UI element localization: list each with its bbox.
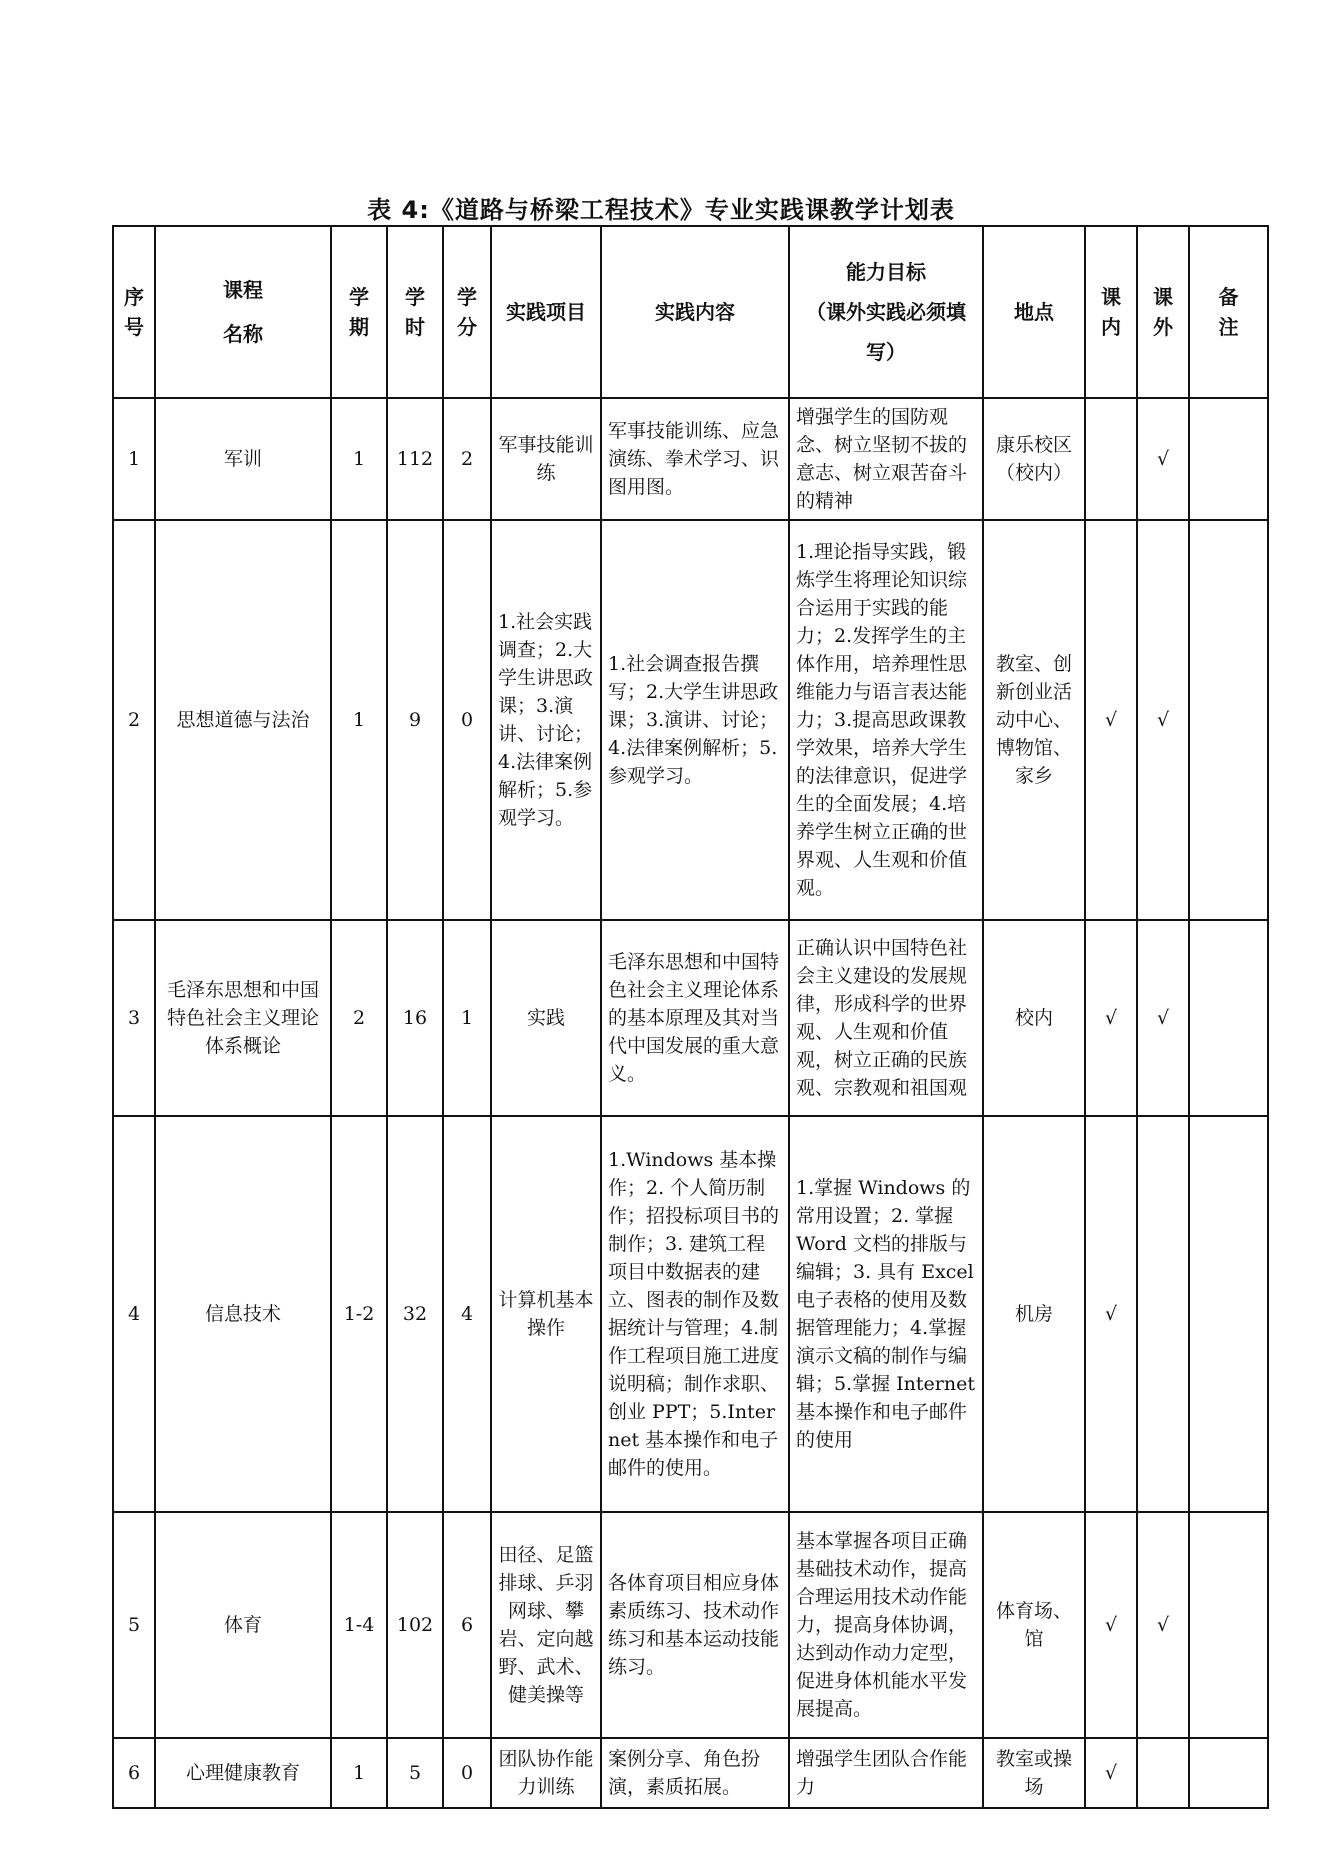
cell-seq: 5 xyxy=(113,1512,155,1738)
cell-course: 毛泽东思想和中国特色社会主义理论体系概论 xyxy=(155,920,331,1116)
cell-goal: 增强学生团队合作能力 xyxy=(789,1738,983,1808)
cell-in-class: √ xyxy=(1085,1116,1137,1512)
cell-course: 体育 xyxy=(155,1512,331,1738)
header-place: 地点 xyxy=(983,226,1085,398)
cell-place: 体育场、馆 xyxy=(983,1512,1085,1738)
header-project: 实践项目 xyxy=(491,226,601,398)
cell-credits: 1 xyxy=(443,920,491,1116)
cell-place: 校内 xyxy=(983,920,1085,1116)
cell-project: 实践 xyxy=(491,920,601,1116)
cell-content: 案例分享、角色扮演，素质拓展。 xyxy=(601,1738,789,1808)
cell-seq: 3 xyxy=(113,920,155,1116)
cell-semester: 1 xyxy=(331,520,387,920)
cell-semester: 1 xyxy=(331,1738,387,1808)
cell-note xyxy=(1189,1512,1268,1738)
table-row xyxy=(113,920,1268,1116)
cell-note xyxy=(1189,1738,1268,1808)
cell-goal: 1.理论指导实践，锻炼学生将理论知识综合运用于实践的能力；2.发挥学生的主体作用，培养理性思维能力与语言表达能力；3.提高思政课教学效果，培养大学生的法律意识，促进学生的全面发展；4.培养学生树立正确的世界观、人生观和价值观。 xyxy=(789,520,983,920)
cell-seq: 1 xyxy=(113,398,155,520)
cell-goal: 增强学生的国防观念、树立坚韧不拔的意志、树立艰苦奋斗的精神 xyxy=(789,398,983,520)
cell-content: 各体育项目相应身体素质练习、技术动作练习和基本运动技能练习。 xyxy=(601,1512,789,1738)
cell-hours: 5 xyxy=(387,1738,443,1808)
cell-hours: 112 xyxy=(387,398,443,520)
cell-in-class: √ xyxy=(1085,1512,1137,1738)
cell-hours: 102 xyxy=(387,1512,443,1738)
cell-semester: 2 xyxy=(331,920,387,1116)
cell-credits: 0 xyxy=(443,520,491,920)
cell-hours: 9 xyxy=(387,520,443,920)
cell-content: 军事技能训练、应急演练、拳术学习、识图用图。 xyxy=(601,398,789,520)
cell-place: 康乐校区（校内） xyxy=(983,398,1085,520)
cell-out-class xyxy=(1137,1738,1189,1808)
cell-goal: 正确认识中国特色社会主义建设的发展规律，形成科学的世界观、人生观和价值观，树立正确的民族观、宗教观和祖国观 xyxy=(789,920,983,1116)
header-content: 实践内容 xyxy=(601,226,789,398)
cell-note xyxy=(1189,1116,1268,1512)
cell-out-class xyxy=(1137,1116,1189,1512)
cell-hours: 32 xyxy=(387,1116,443,1512)
cell-content: 1.Windows 基本操作；2. 个人简历制作；招投标项目书的制作；3. 建筑工程项目中数据表的建立、图表的制作及数据统计与管理；4.制作工程项目施工进度说明稿；制作求职、创业 PPT；5.Internet 基本操作和电子邮件的使用。 xyxy=(601,1116,789,1512)
cell-course: 思想道德与法治 xyxy=(155,520,331,920)
cell-hours: 16 xyxy=(387,920,443,1116)
header-semester: 学 期 xyxy=(331,226,387,398)
cell-note xyxy=(1189,520,1268,920)
cell-course: 信息技术 xyxy=(155,1116,331,1512)
cell-credits: 6 xyxy=(443,1512,491,1738)
cell-out-class: √ xyxy=(1137,920,1189,1116)
header-row xyxy=(113,226,1268,398)
cell-credits: 0 xyxy=(443,1738,491,1808)
cell-out-class: √ xyxy=(1137,1512,1189,1738)
cell-credits: 4 xyxy=(443,1116,491,1512)
cell-out-class: √ xyxy=(1137,398,1189,520)
header-note: 备 注 xyxy=(1189,226,1268,398)
header-out-class: 课 外 xyxy=(1137,226,1189,398)
header-goal: 能力目标 （课外实践必须填 写） xyxy=(789,226,983,398)
cell-semester: 1-2 xyxy=(331,1116,387,1512)
cell-in-class: √ xyxy=(1085,1738,1137,1808)
cell-note xyxy=(1189,920,1268,1116)
cell-goal: 1.掌握 Windows 的常用设置；2. 掌握 Word 文档的排版与编辑；3. 具有 Excel 电子表格的使用及数据管理能力；4.掌握演示文稿的制作与编辑；5.掌握 Internet 基本操作和电子邮件的使用 xyxy=(789,1116,983,1512)
cell-seq: 6 xyxy=(113,1738,155,1808)
table-row xyxy=(113,398,1268,520)
cell-place: 机房 xyxy=(983,1116,1085,1512)
cell-in-class xyxy=(1085,398,1137,520)
cell-course: 心理健康教育 xyxy=(155,1738,331,1808)
practice-plan-table xyxy=(112,225,1269,1809)
cell-project: 团队协作能力训练 xyxy=(491,1738,601,1808)
cell-project: 田径、足篮排球、乒羽网球、攀岩、定向越野、武术、健美操等 xyxy=(491,1512,601,1738)
header-in-class: 课 内 xyxy=(1085,226,1137,398)
cell-project: 计算机基本操作 xyxy=(491,1116,601,1512)
cell-course: 军训 xyxy=(155,398,331,520)
cell-semester: 1 xyxy=(331,398,387,520)
cell-in-class: √ xyxy=(1085,920,1137,1116)
cell-content: 1.社会调查报告撰写；2.大学生讲思政课；3.演讲、讨论；4.法律案例解析；5.参观学习。 xyxy=(601,520,789,920)
header-seq: 序 号 xyxy=(113,226,155,398)
header-credits: 学 分 xyxy=(443,226,491,398)
table-title: 表 4:《道路与桥梁工程技术》专业实践课教学计划表 xyxy=(367,196,955,224)
cell-seq: 2 xyxy=(113,520,155,920)
header-hours: 学 时 xyxy=(387,226,443,398)
cell-seq: 4 xyxy=(113,1116,155,1512)
cell-in-class: √ xyxy=(1085,520,1137,920)
header-course: 课程 名称 xyxy=(155,226,331,398)
table-row xyxy=(113,1116,1268,1512)
cell-goal: 基本掌握各项目正确基础技术动作，提高合理运用技术动作能力，提高身体协调，达到动作动力定型，促进身体机能水平发展提高。 xyxy=(789,1512,983,1738)
cell-project: 军事技能训练 xyxy=(491,398,601,520)
cell-place: 教室、创新创业活动中心、博物馆、家乡 xyxy=(983,520,1085,920)
table-row xyxy=(113,1512,1268,1738)
table-row xyxy=(113,1738,1268,1808)
table-row xyxy=(113,520,1268,920)
cell-project: 1.社会实践调查；2.大学生讲思政课；3.演讲、讨论；4.法律案例解析；5.参观学习。 xyxy=(491,520,601,920)
cell-out-class: √ xyxy=(1137,520,1189,920)
cell-content: 毛泽东思想和中国特色社会主义理论体系的基本原理及其对当代中国发展的重大意义。 xyxy=(601,920,789,1116)
cell-note xyxy=(1189,398,1268,520)
cell-place: 教室或操场 xyxy=(983,1738,1085,1808)
cell-credits: 2 xyxy=(443,398,491,520)
cell-semester: 1-4 xyxy=(331,1512,387,1738)
